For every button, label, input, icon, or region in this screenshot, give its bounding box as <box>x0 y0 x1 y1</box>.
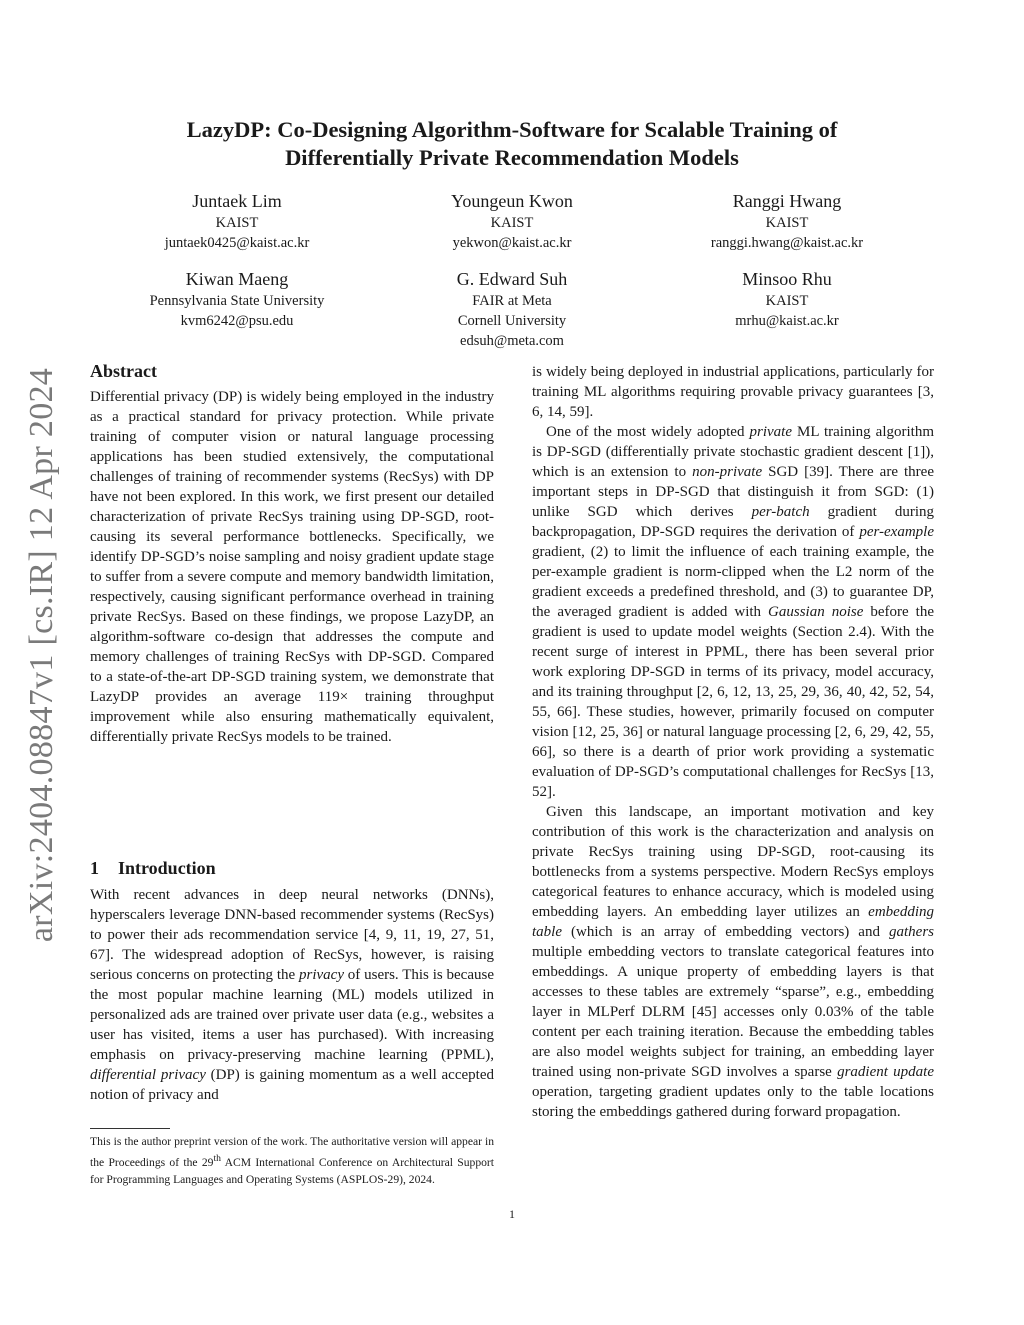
author-email: edsuh@meta.com <box>460 333 564 349</box>
author-block <box>387 267 637 351</box>
page-number: 1 <box>509 1207 515 1221</box>
author-affiliation: KAIST <box>490 215 534 231</box>
author-email: kvm6242@psu.edu <box>180 313 294 329</box>
author-affiliation: KAIST <box>765 215 809 231</box>
author-block <box>662 189 912 253</box>
author-affiliation: KAIST <box>215 215 259 231</box>
author-affiliation: Pennsylvania State University <box>149 293 325 309</box>
author-block <box>112 267 362 331</box>
section-number: 1 <box>90 858 99 878</box>
author-email: yekwon@kaist.ac.kr <box>452 235 572 251</box>
paragraph: Given this landscape, an important motivation and key contribution of this work is the characterization and analysis on private RecSys training using DP-SGD, root-causing its bottlenecks from a systems perspective. Modern RecSys employs categorical features to enhance accuracy, which is modeled using embedding layers. An embedding layer utilizes an embedding table (which is an array of embedding vectors) and gathers multiple embedding vectors to translate categorical features into embeddings. A unique property of embedding layers is that accesses to these tables are extremely “sparse”, e.g., embedding layer in MLPerf DLRM [45] accesses only 0.03% of the table content per each training iteration. Because the embedding tables are also model weights subject for training, an embedding layer trained using non-private SGD involves a sparse gradient update operation, targeting gradient updates only to the table locations storing the embeddings gathered during forward propagation. <box>532 804 934 1120</box>
arxiv-identifier: arXiv:2404.08847v1 [cs.IR] 12 Apr 2024 <box>23 367 60 943</box>
footnote: This is the author preprint version of the work. The authoritative version will appear in the Proceedings of the 29th ACM International Conference on Architectural Support for Programming Languages and Operating Systems (ASPLOS-29), 2024. <box>90 1135 494 1186</box>
author-name: Youngeun Kwon <box>451 191 573 211</box>
introduction-section <box>90 856 494 1105</box>
author-block <box>387 189 637 253</box>
author-name: Minsoo Rhu <box>742 269 832 289</box>
author-affiliation: Cornell University <box>457 313 567 329</box>
author-name: Juntaek Lim <box>192 191 282 211</box>
author-email: juntaek0425@kaist.ac.kr <box>164 235 310 251</box>
author-affiliation: FAIR at Meta <box>472 293 552 309</box>
paragraph: One of the most widely adopted private ML training algorithm is DP-SGD (differentially private stochastic gradient descent [1]), which is an extension to non-private SGD [39]. There are three important steps in DP-SGD that distinguish it from SGD: (1) unlike SGD which derives per-batch gradient during backpropagation, DP-SGD requires the derivation of per-example gradient, (2) to limit the influence of each training example, the per-example gradient is norm-clipped when the L2 norm of the gradient exceeds a predefined threshold, and (3) to guarantee DP, the averaged gradient is added with Gaussian noise before the gradient is used to update model weights (Section 2.4). With the recent surge of interest in PPML, there has been several prior work exploring DP-SGD in terms of its privacy, model accuracy, and its training throughput [2, 6, 12, 13, 25, 29, 36, 40, 42, 52, 54, 55, 66]. These studies, however, primarily focused on computer vision [12, 25, 36] or natural language processing [2, 6, 29, 42, 55, 66], so there is a dearth of prior work providing a systematic evaluation of DP-SGD’s computational challenges for RecSys [13, 52]. <box>532 424 935 800</box>
paper-title: LazyDP: Co-Designing Algorithm-Software for Scalable Training of Differentially Private Recommendation Models <box>186 117 838 170</box>
author-name: Kiwan Maeng <box>185 269 289 289</box>
abstract-section <box>90 359 494 747</box>
author-block <box>112 189 362 253</box>
right-column <box>532 362 934 1122</box>
footnote-rule <box>90 1128 170 1129</box>
author-email: ranggi.hwang@kaist.ac.kr <box>710 235 864 251</box>
author-email: mrhu@kaist.ac.kr <box>735 313 839 329</box>
abstract-text: Differential privacy (DP) is widely being employed in the industry as a practical standard for privacy protection. While private training of computer vision or natural language processing applications has been studied extensively, the computational challenges of training of recommender systems (RecSys) with DP have not been explored. In this work, we first present our detailed characterization of private RecSys training using DP-SGD, root-causing its several performance bottlenecks. Specifically, we identify DP-SGD’s noise sampling and noisy gradient update stage to suffer from a severe compute and memory bandwidth limitation, respectively, causing significant performance overhead in training private RecSys. Based on these findings, we propose LazyDP, an algorithm-software co-design that addresses the compute and memory challenges of training RecSys with DP-SGD. Compared to a state-of-the-art DP-SGD training system, we demonstrate that LazyDP provides an average 119× training throughput improvement while also ensuring mathematically equivalent, differentially private RecSys models to be trained. <box>90 389 494 745</box>
section-title: Introduction <box>118 858 216 878</box>
author-block <box>662 267 912 331</box>
author-name: Ranggi Hwang <box>732 191 842 211</box>
author-name: G. Edward Suh <box>456 269 568 289</box>
paragraph: With recent advances in deep neural networks (DNNs), hyperscalers leverage DNN-based recommender systems (RecSys) to power their ads recommendation service [4, 9, 11, 19, 27, 51, 67]. The widespread adoption of RecSys, however, is raising serious concerns on protecting the privacy of users. This is because the most popular machine learning (ML) models utilized in personalized ads are trained over private user data (e.g., websites a user has visited, items a user has purchased). With increasing emphasis on privacy-preserving machine learning (PPML), differential privacy (DP) is gaining momentum as a well accepted notion of privacy and <box>90 887 494 1103</box>
author-affiliation: KAIST <box>765 293 809 309</box>
section-heading <box>90 856 494 880</box>
abstract-heading: Abstract <box>90 361 157 381</box>
paragraph: is widely being deployed in industrial applications, particularly for training ML algorithms requiring provable privacy guarantees [3, 6, 14, 59]. <box>532 364 934 420</box>
